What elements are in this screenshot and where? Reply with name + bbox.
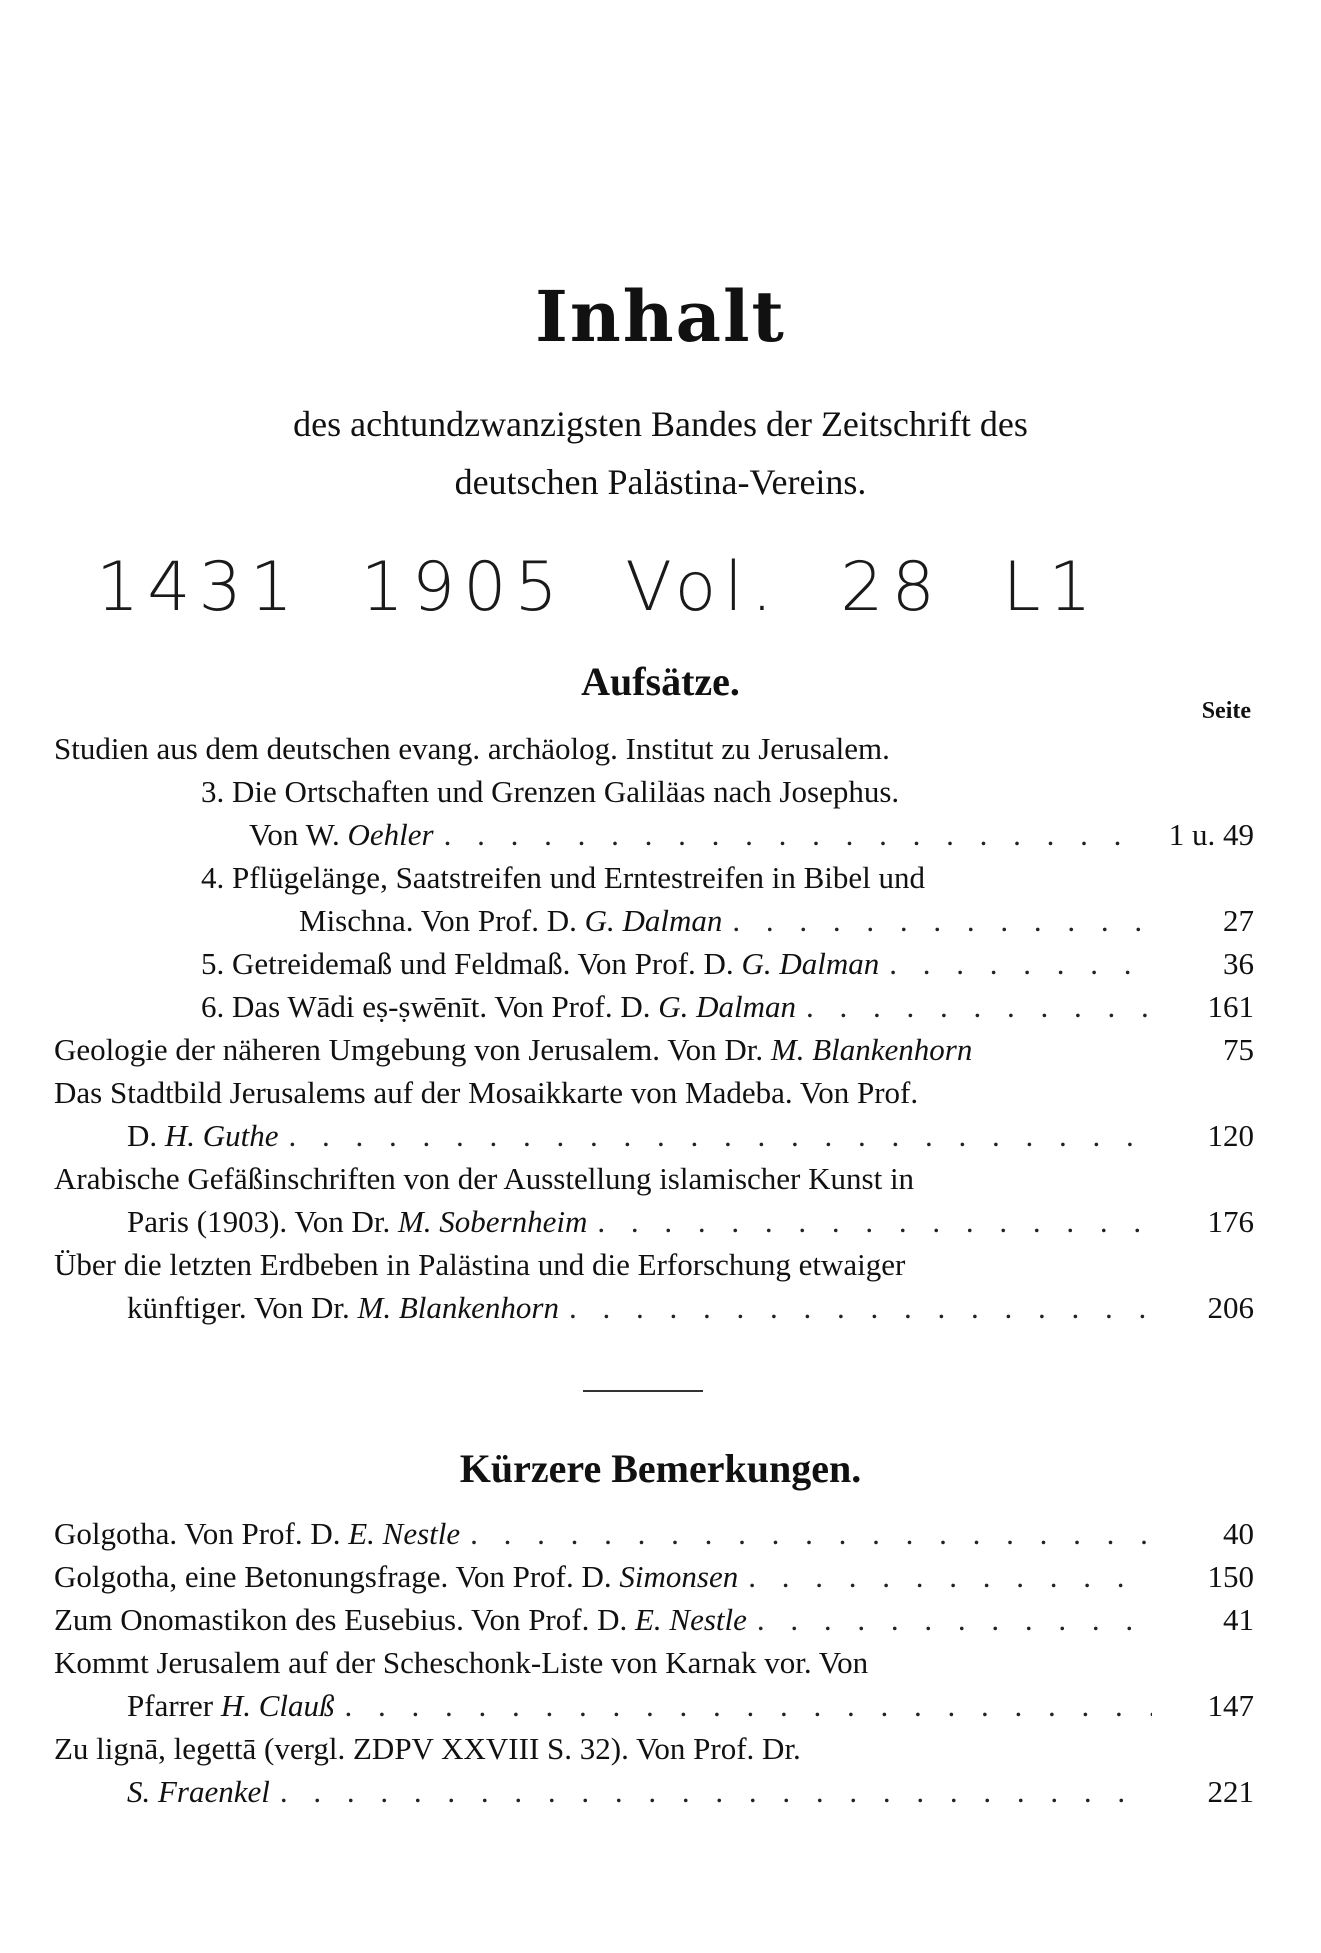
toc-line: Studien aus dem deutschen evang. archäolog. Institut zu Jerusalem.	[54, 731, 890, 766]
section-heading-kuerzere-bemerkungen: Kürzere Bemerkungen.	[459, 1446, 862, 1491]
page-number: 40	[1223, 1516, 1254, 1551]
page-column-label: Seite	[1201, 698, 1251, 724]
toc-line: künftiger. Von Dr. M. Blankenhorn . . . 206	[54, 1286, 1254, 1329]
dot-leader	[569, 1286, 1152, 1329]
author-name: S. Fraenkel	[127, 1774, 270, 1809]
author-name: Oehler	[347, 817, 434, 852]
toc-line: Mischna. Von Prof. D. G. Dalman . . . 27	[54, 899, 1254, 942]
toc-line	[54, 1770, 1254, 1813]
toc-line: Arabische Gefäßinschriften von der Ausstellung islamischer Kunst in	[54, 1161, 915, 1196]
toc-line: Pfarrer H. Clauß . . . 147	[54, 1684, 1254, 1727]
dot-leader	[748, 1555, 1152, 1598]
page-number: 120	[1207, 1118, 1254, 1153]
page-number: 150	[1207, 1559, 1254, 1594]
dot-leader	[280, 1770, 1152, 1813]
toc-section-bemerkungen	[54, 1512, 1254, 1813]
author-name: E. Nestle	[348, 1516, 461, 1551]
dot-leader	[806, 985, 1152, 1028]
page-number: 176	[1207, 1204, 1254, 1239]
author-name: G. Dalman	[741, 946, 880, 981]
toc-line: Das Stadtbild Jerusalems auf der Mosaikkarte von Madeba. Von Prof.	[54, 1075, 919, 1110]
toc-line: Golgotha. Von Prof. D. E. Nestle . . . 40	[54, 1512, 1254, 1555]
toc-line: Von W. Oehler . . . 1 u. 49	[54, 813, 1254, 856]
page-number: 75	[1223, 1032, 1254, 1067]
author-name: M. Sobernheim	[397, 1204, 588, 1239]
author-name: G. Dalman	[584, 903, 723, 938]
toc-line: Geologie der näheren Umgebung von Jerusalem. Von Dr. M. Blankenhorn 75	[54, 1028, 1254, 1071]
page-number: 206	[1207, 1290, 1254, 1325]
subtitle-line-2: deutschen Palästina-Vereins.	[454, 462, 867, 502]
dot-leader	[757, 1598, 1152, 1641]
toc-line: Kommt Jerusalem auf der Scheschonk-Liste von Karnak vor. Von	[54, 1645, 869, 1680]
page-number: 161	[1207, 989, 1254, 1024]
toc-line: Zum Onomastikon des Eusebius. Von Prof. D. E. Nestle . . . 41	[54, 1598, 1254, 1641]
dot-leader	[289, 1114, 1152, 1157]
page-number: 36	[1223, 946, 1254, 981]
author-name: G. Dalman	[658, 989, 797, 1024]
dot-leader	[889, 942, 1152, 985]
toc-line: Über die letzten Erdbeben in Palästina und die Erforschung etwaiger	[54, 1247, 906, 1282]
author-name: M. Blankenhorn	[357, 1290, 559, 1325]
dot-leader	[345, 1684, 1153, 1727]
toc-line: Zu lignā, legettā (vergl. ZDPV XXVIII S. 32). Von Prof. Dr.	[54, 1731, 801, 1766]
dot-leader	[444, 813, 1134, 856]
page-number: 221	[1207, 1774, 1254, 1809]
page-number: 147	[1207, 1688, 1254, 1723]
dot-leader	[597, 1200, 1152, 1243]
author-name: H. Clauß	[220, 1688, 335, 1723]
handwritten-note: 1431 1905 Vol. 28 L1	[96, 548, 1100, 627]
section-heading-aufsaetze: Aufsätze.	[581, 659, 740, 704]
toc-line: 6. Das Wādi eṣ-ṣwēnīt. Von Prof. D. G. Dalman . . . 161	[54, 985, 1254, 1028]
subtitle-line-1: des achtundzwanzigsten Bandes der Zeitschrift des	[293, 404, 1028, 444]
page-number: 1 u. 49	[1168, 817, 1254, 852]
dot-leader	[732, 899, 1152, 942]
page-number: 27	[1223, 903, 1254, 938]
page-number: 41	[1223, 1602, 1254, 1637]
toc-line: 5. Getreidemaß und Feldmaß. Von Prof. D. G. Dalman . . . 36	[54, 942, 1254, 985]
toc-line: D. H. Guthe . . . 120	[54, 1114, 1254, 1157]
dot-leader	[470, 1512, 1152, 1555]
author-name: H. Guthe	[164, 1118, 279, 1153]
page-title: Inhalt	[535, 275, 786, 358]
subtitle	[0, 395, 1321, 511]
toc-line: 3. Die Ortschaften und Grenzen Galiläas nach Josephus.	[201, 774, 900, 809]
toc-line: Paris (1903). Von Dr. M. Sobernheim . . . 176	[54, 1200, 1254, 1243]
toc-section-aufsaetze	[54, 727, 1254, 1329]
author-name: M. Blankenhorn	[770, 1032, 973, 1067]
toc-line: Golgotha, eine Betonungsfrage. Von Prof. D. Simonsen . . . 150	[54, 1555, 1254, 1598]
author-name: Simonsen	[619, 1559, 739, 1594]
section-divider	[583, 1390, 703, 1392]
author-name: E. Nestle	[634, 1602, 747, 1637]
toc-line: 4. Pflügelänge, Saatstreifen und Erntestreifen in Bibel und	[201, 860, 926, 895]
